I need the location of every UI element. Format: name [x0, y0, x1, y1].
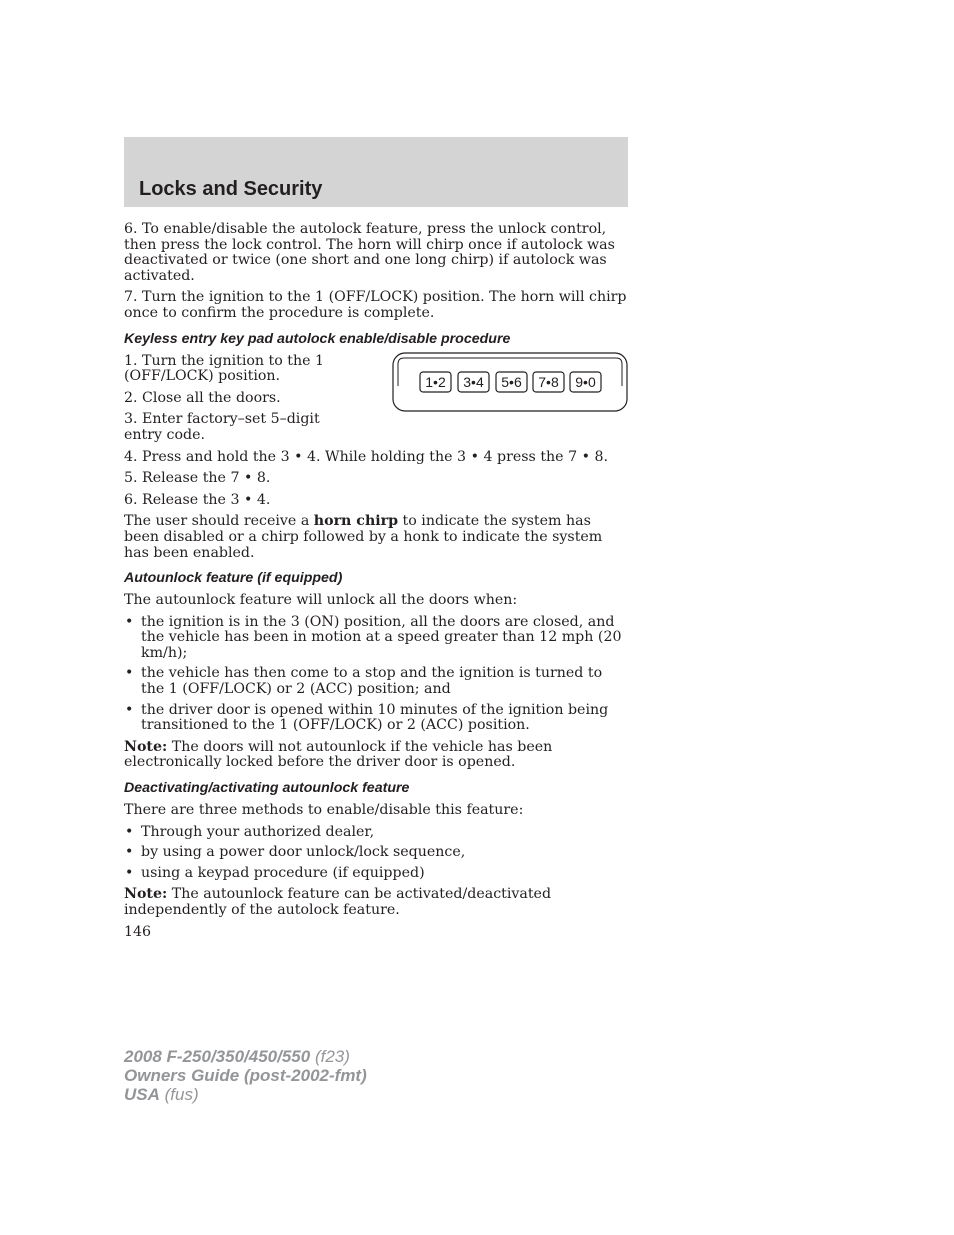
- keypad-step-3: 3. Enter factory–set 5–digit entry code.: [124, 411, 320, 443]
- deactivate-intro: There are three methods to enable/disable this feature:: [124, 802, 524, 819]
- keypad-button-5-6: [496, 372, 527, 392]
- keypad-steps-left: [124, 354, 356, 450]
- note-label: Note:: [124, 886, 168, 903]
- footer-guide-line: Owners Guide (post-2002-fmt): [124, 1066, 367, 1085]
- keypad-graphic: [392, 352, 628, 414]
- list-item: • using a keypad procedure (if equipped): [124, 866, 628, 882]
- deactivate-methods-list: [124, 825, 628, 882]
- keypad-button-3-4: [458, 372, 489, 392]
- keypad-procedure-heading: Keyless entry key pad autolock enable/disable procedure: [124, 330, 511, 347]
- list-item: • by using a power door unlock/lock sequence,: [124, 845, 628, 861]
- keypad-step-5: 5. Release the 7 • 8.: [124, 470, 271, 487]
- document-footer: [124, 1047, 367, 1104]
- keypad-label-1-2: 1•2: [425, 373, 446, 390]
- list-item: • Through your authorized dealer,: [124, 825, 628, 841]
- list-item: • the ignition is in the 3 (ON) position, all the doors are closed, and the vehicle has been in motion at a speed greater than 12 mph (20 km/h);: [124, 615, 628, 662]
- horn-chirp-emphasis: horn chirp: [313, 513, 399, 530]
- section-header-band: [124, 137, 628, 207]
- procedure-step-6: 6. To enable/disable the autolock feature, press the unlock control, then press the lock control. The horn will chirp once if autolock was deactivated or twice (one short and one long chirp) if autolock was activated.: [124, 221, 615, 284]
- keypad-label-5-6: 5•6: [501, 373, 522, 390]
- keypad-figure-row: [124, 354, 628, 450]
- deactivate-note: Note: The autounlock feature can be activated/deactivated independently of the autolock feature.: [124, 886, 552, 918]
- keypad-illustration: [392, 352, 628, 414]
- keypad-step-6: 6. Release the 3 • 4.: [124, 491, 271, 508]
- note-label: Note:: [124, 738, 168, 755]
- keypad-button-9-0: [570, 372, 601, 392]
- autounlock-intro: The autounlock feature will unlock all the doors when:: [124, 592, 518, 609]
- deactivate-autounlock-heading: Deactivating/activating autounlock feature: [124, 780, 410, 797]
- keypad-step-2: 2. Close all the doors.: [124, 389, 281, 406]
- autounlock-heading: Autounlock feature (if equipped): [124, 570, 343, 587]
- keypad-label-7-8: 7•8: [538, 373, 559, 390]
- keypad-step-4: 4. Press and hold the 3 • 4. While holding the 3 • 4 press the 7 • 8.: [124, 448, 609, 465]
- autounlock-conditions-list: [124, 615, 628, 734]
- list-item: • the driver door is opened within 10 minutes of the ignition being transitioned to the 1 (OFF/LOCK) or 2 (ACC) position.: [124, 703, 628, 734]
- autounlock-note: Note: The doors will not autounlock if the vehicle has been electronically locked before the driver door is opened.: [124, 738, 553, 771]
- procedure-step-7: 7. Turn the ignition to the 1 (OFF/LOCK) position. The horn will chirp once to confirm the procedure is complete.: [124, 289, 627, 321]
- keypad-result-text: The user should receive a horn chirp to indicate the system has been disabled or a chirp followed by a honk to indicate the system has been enabled.: [124, 513, 603, 561]
- keypad-button-1-2: [420, 372, 451, 392]
- section-title: Locks and Security: [139, 178, 323, 200]
- keypad-step-1: 1. Turn the ignition to the 1 (OFF/LOCK) position.: [124, 352, 325, 385]
- keypad-button-7-8: [533, 372, 564, 392]
- footer-model-line: 2008 F-250/350/450/550 (f23): [124, 1047, 350, 1066]
- list-item: • the vehicle has then come to a stop and the ignition is turned to the 1 (OFF/LOCK) or 2 (ACC) position; and: [124, 666, 628, 697]
- page-content: [124, 222, 628, 946]
- page-number: 146: [124, 923, 152, 940]
- keypad-label-3-4: 3•4: [463, 373, 484, 390]
- keypad-label-9-0: 9•0: [575, 373, 596, 390]
- footer-market-line: USA (fus): [124, 1085, 199, 1104]
